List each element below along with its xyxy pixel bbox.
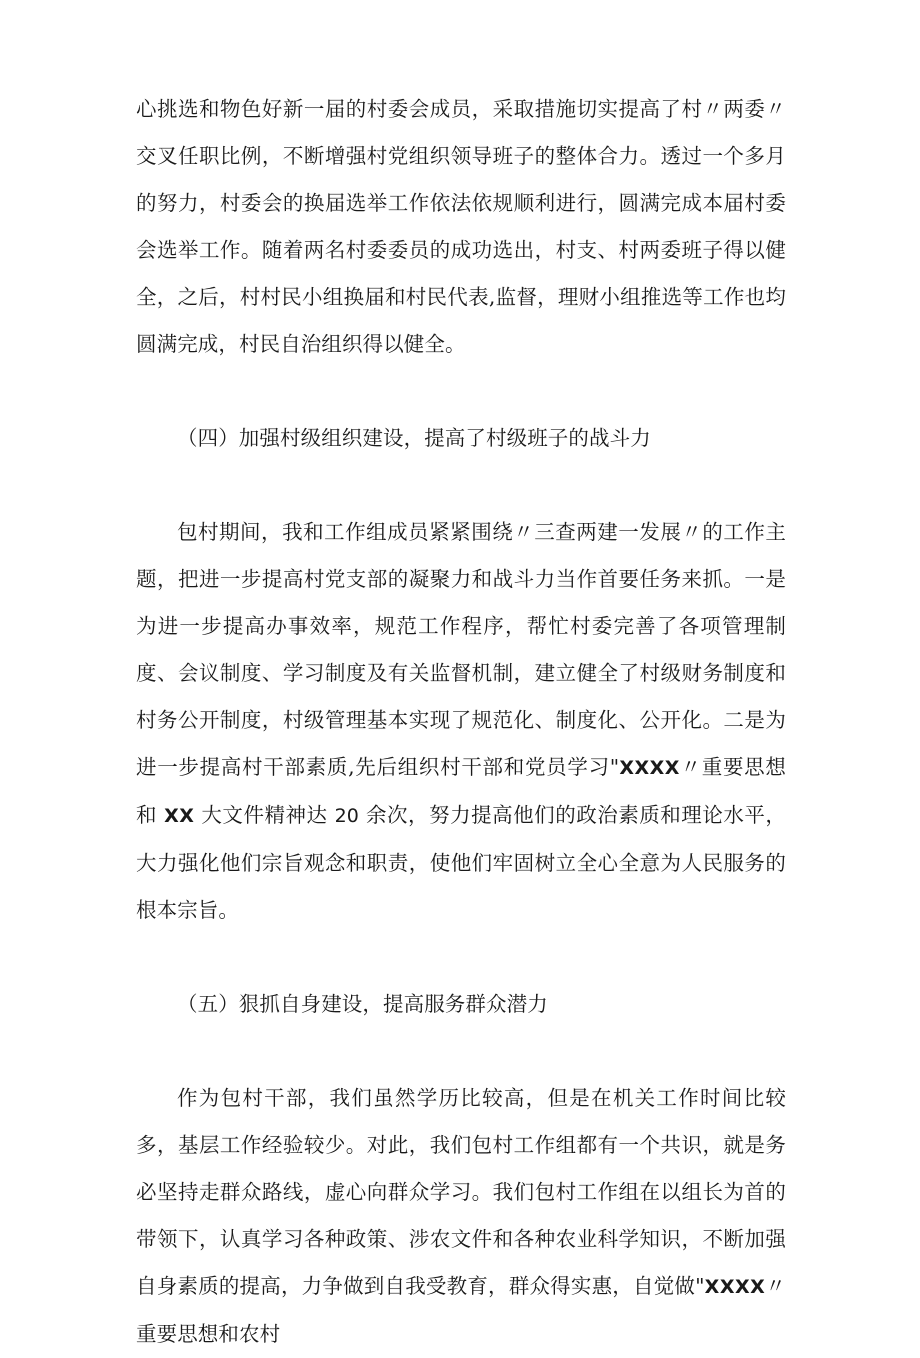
paragraph-four-text-part-4: 余次，努力提高他们的政治素质和理论水平，大力强化他们宗旨观念和职责，使他们牢固树立全心全意为人民服务的根本宗旨。 bbox=[136, 803, 786, 922]
section-heading-five: （五）狠抓自身建设，提高服务群众潜力 bbox=[177, 992, 548, 1016]
paragraph-continuation: 心挑选和物色好新一届的村委会成员，采取措施切实提高了村〃两委〃交叉任职比例，不断增强村党组织领导班子的整体合力。透过一个多月的努力，村委会的换届选举工作依法依规顺利进行，圆满完成本届村委会选举工作。随着两名村委委员的成功选出，村支、村两委班子得以健全，之后，村村民小组换届和村民代表,监督，理财小组推选等工作也均圆满完成，村民自治组织得以健全。 bbox=[136, 97, 786, 356]
paragraph-section-four bbox=[136, 509, 786, 934]
paragraph-four-latin-one: XXXX bbox=[619, 757, 680, 779]
paragraph-four-number-one: 20 bbox=[334, 805, 359, 827]
paragraph-four-text-part-3: 大文件精神达 bbox=[194, 803, 335, 827]
paragraph-five-latin-one: XXXX bbox=[704, 1276, 766, 1298]
paragraph-five-text-part-1: 作为包村干部，我们虽然学历比较高，但是在机关工作时间比较多，基层工作经验较少。对此，我们包村工作组都有一个共识，就是务必坚持走群众路线，虚心向群众学习。我们包村工作组在以组长为首的带领下，认真学习各种政策、涉农文件和各种农业科学知识，不断加强自身素质的提高，力争做到自我受教育，群众得实惠，自觉做" bbox=[136, 1086, 786, 1298]
paragraph-five-text-part-2: 〃重要思想和农村 bbox=[136, 1274, 786, 1346]
paragraph-section-five bbox=[136, 1075, 786, 1358]
paragraph-four-text-part-1: 包村期间，我和工作组成员紧紧围绕〃三查两建一发展〃的工作主题，把进一步提高村党支部的凝聚力和战斗力当作首要任务来抓。一是为进一步提高办事效率，规范工作程序，帮忙村委完善了各项管理制度、会议制度、学习制度及有关监督机制，建立健全了村级财务制度和村务公开制度，村级管理基本实现了规范化、制度化、公开化。二是为进一步提高村干部素质,先后组织村干部和党员学习" bbox=[136, 520, 786, 779]
document-text-body bbox=[136, 86, 786, 1358]
paragraph-four-text-part-2: 〃重要思想和 bbox=[136, 755, 786, 827]
paragraph-four-latin-two: XX bbox=[164, 805, 195, 827]
section-heading-four: （四）加强村级组织建设，提高了村级班子的战斗力 bbox=[177, 426, 651, 450]
